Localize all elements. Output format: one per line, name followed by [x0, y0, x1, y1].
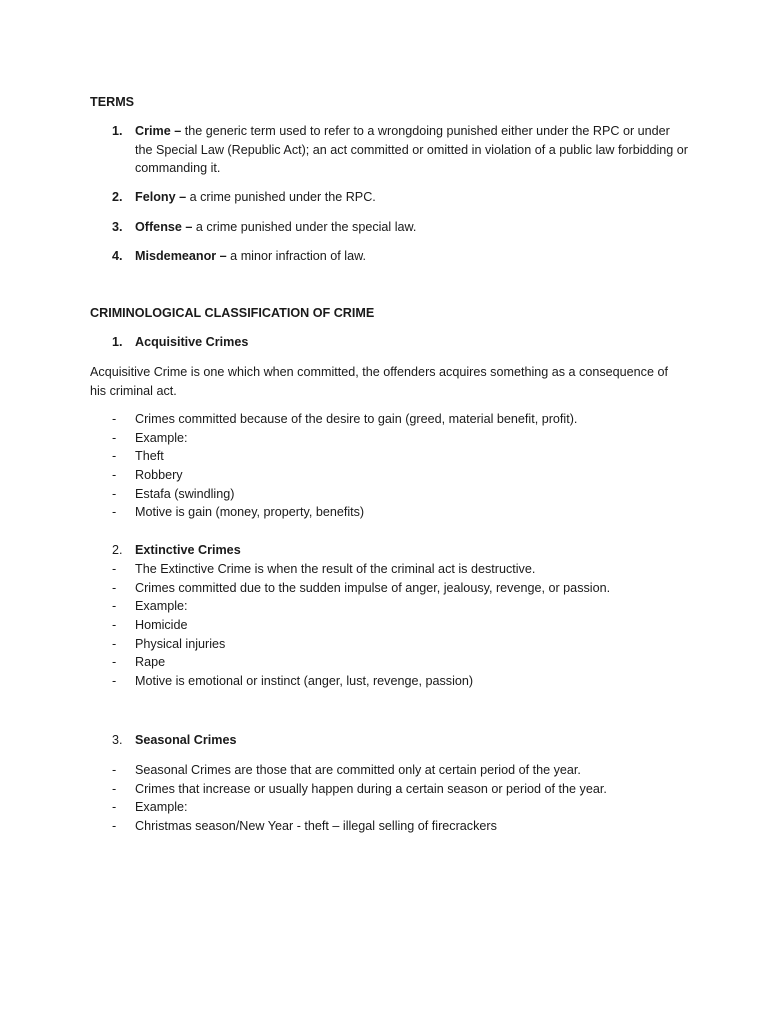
dash-bullet: - — [112, 819, 117, 834]
list-item — [90, 447, 690, 466]
term-item-misdemeanor — [90, 247, 690, 266]
list-item-text: Example: — [135, 599, 188, 614]
section-seasonal-heading — [90, 732, 690, 748]
list-item-text: Homicide — [135, 618, 188, 633]
list-item — [90, 672, 690, 691]
dash-bullet: - — [112, 618, 117, 633]
dash-bullet: - — [112, 655, 117, 670]
dash-bullet: - — [112, 449, 117, 464]
list-item — [90, 429, 690, 448]
list-item-text: Christmas season/New Year - theft – illegal selling of firecrackers — [135, 819, 497, 834]
term-definition: a crime punished under the special law. — [192, 220, 417, 234]
term-body — [135, 218, 690, 237]
section-number: 3. — [112, 733, 123, 747]
dash-bullet: - — [112, 468, 117, 483]
term-definition: a crime punished under the RPC. — [186, 190, 376, 204]
term-label: Felony – — [135, 190, 187, 204]
term-label: Misdemeanor – — [135, 249, 227, 263]
list-item — [90, 597, 690, 616]
term-number: 2. — [112, 190, 123, 204]
list-item — [90, 503, 690, 522]
dash-bullet: - — [112, 412, 117, 426]
dash-bullet: - — [112, 781, 117, 796]
list-item — [90, 616, 690, 635]
term-number: 1. — [112, 124, 123, 138]
term-item-crime — [90, 122, 690, 178]
dash-bullet: - — [112, 505, 117, 520]
list-item — [90, 780, 690, 799]
list-item-text: Example: — [135, 430, 188, 445]
term-item-offense — [90, 218, 690, 237]
acquisitive-description: Acquisitive Crime is one which when committed, the offenders acquires something as a consequence of his criminal act. — [90, 365, 668, 398]
term-item-felony — [90, 188, 690, 207]
section-number: 2. — [112, 543, 123, 557]
list-item-text: The Extinctive Crime is when the result of the criminal act is destructive. — [135, 562, 536, 576]
section-title: Extinctive Crimes — [135, 543, 241, 557]
list-item-text: Theft — [135, 449, 164, 464]
term-body — [135, 188, 690, 207]
list-item — [90, 817, 690, 836]
list-item — [90, 410, 690, 429]
list-item-text: Crimes committed because of the desire to gain (greed, material benefit, profit). — [135, 412, 578, 426]
term-definition: the generic term used to refer to a wrongdoing punished either under the RPC or under the Special Law (Republic Act); an act committed or omitted in violation of a public law forbidding or commanding it. — [135, 124, 689, 176]
terms-heading: TERMS — [90, 95, 135, 109]
classification-heading: CRIMINOLOGICAL CLASSIFICATION OF CRIME — [90, 306, 375, 320]
dash-bullet: - — [112, 636, 117, 651]
list-item-text: Motive is gain (money, property, benefits) — [135, 505, 365, 520]
term-label: Offense – — [135, 220, 193, 234]
section-acquisitive-heading — [90, 334, 690, 350]
dash-bullet: - — [112, 599, 117, 614]
dash-bullet: - — [112, 562, 117, 576]
list-item — [90, 485, 690, 504]
list-item-text: Seasonal Crimes are those that are committed only at certain period of the year. — [135, 763, 581, 777]
list-item — [90, 761, 690, 780]
list-item-text: Robbery — [135, 468, 183, 483]
section-title: Acquisitive Crimes — [135, 335, 249, 349]
dash-bullet: - — [112, 763, 117, 777]
list-item-text: Rape — [135, 655, 166, 670]
list-item-text: Motive is emotional or instinct (anger, lust, revenge, passion) — [135, 674, 474, 689]
dash-bullet: - — [112, 580, 117, 595]
list-item — [90, 798, 690, 817]
list-item-text: Estafa (swindling) — [135, 486, 235, 501]
section-extinctive-heading — [90, 542, 690, 558]
list-item-text: Crimes committed due to the sudden impulse of anger, jealousy, revenge, or passion. — [135, 580, 611, 595]
list-item-text: Physical injuries — [135, 636, 226, 651]
list-item-text: Crimes that increase or usually happen during a certain season or period of the year. — [135, 781, 607, 796]
term-body — [135, 122, 690, 178]
dash-bullet: - — [112, 430, 117, 445]
term-definition: a minor infraction of law. — [226, 249, 366, 263]
list-item — [90, 653, 690, 672]
term-number: 3. — [112, 220, 123, 234]
seasonal-bullet-list — [90, 761, 690, 836]
section-number: 1. — [112, 335, 123, 349]
dash-bullet: - — [112, 486, 117, 501]
list-item-text: Example: — [135, 800, 188, 815]
term-number: 4. — [112, 249, 123, 263]
section-title: Seasonal Crimes — [135, 733, 237, 747]
extinctive-bullet-list — [90, 560, 690, 691]
acquisitive-bullet-list — [90, 410, 690, 522]
list-item — [90, 579, 690, 598]
term-body — [135, 247, 690, 266]
term-label: Crime – — [135, 124, 182, 138]
list-item — [90, 560, 690, 579]
list-item — [90, 466, 690, 485]
dash-bullet: - — [112, 800, 117, 815]
dash-bullet: - — [112, 674, 117, 689]
list-item — [90, 635, 690, 654]
